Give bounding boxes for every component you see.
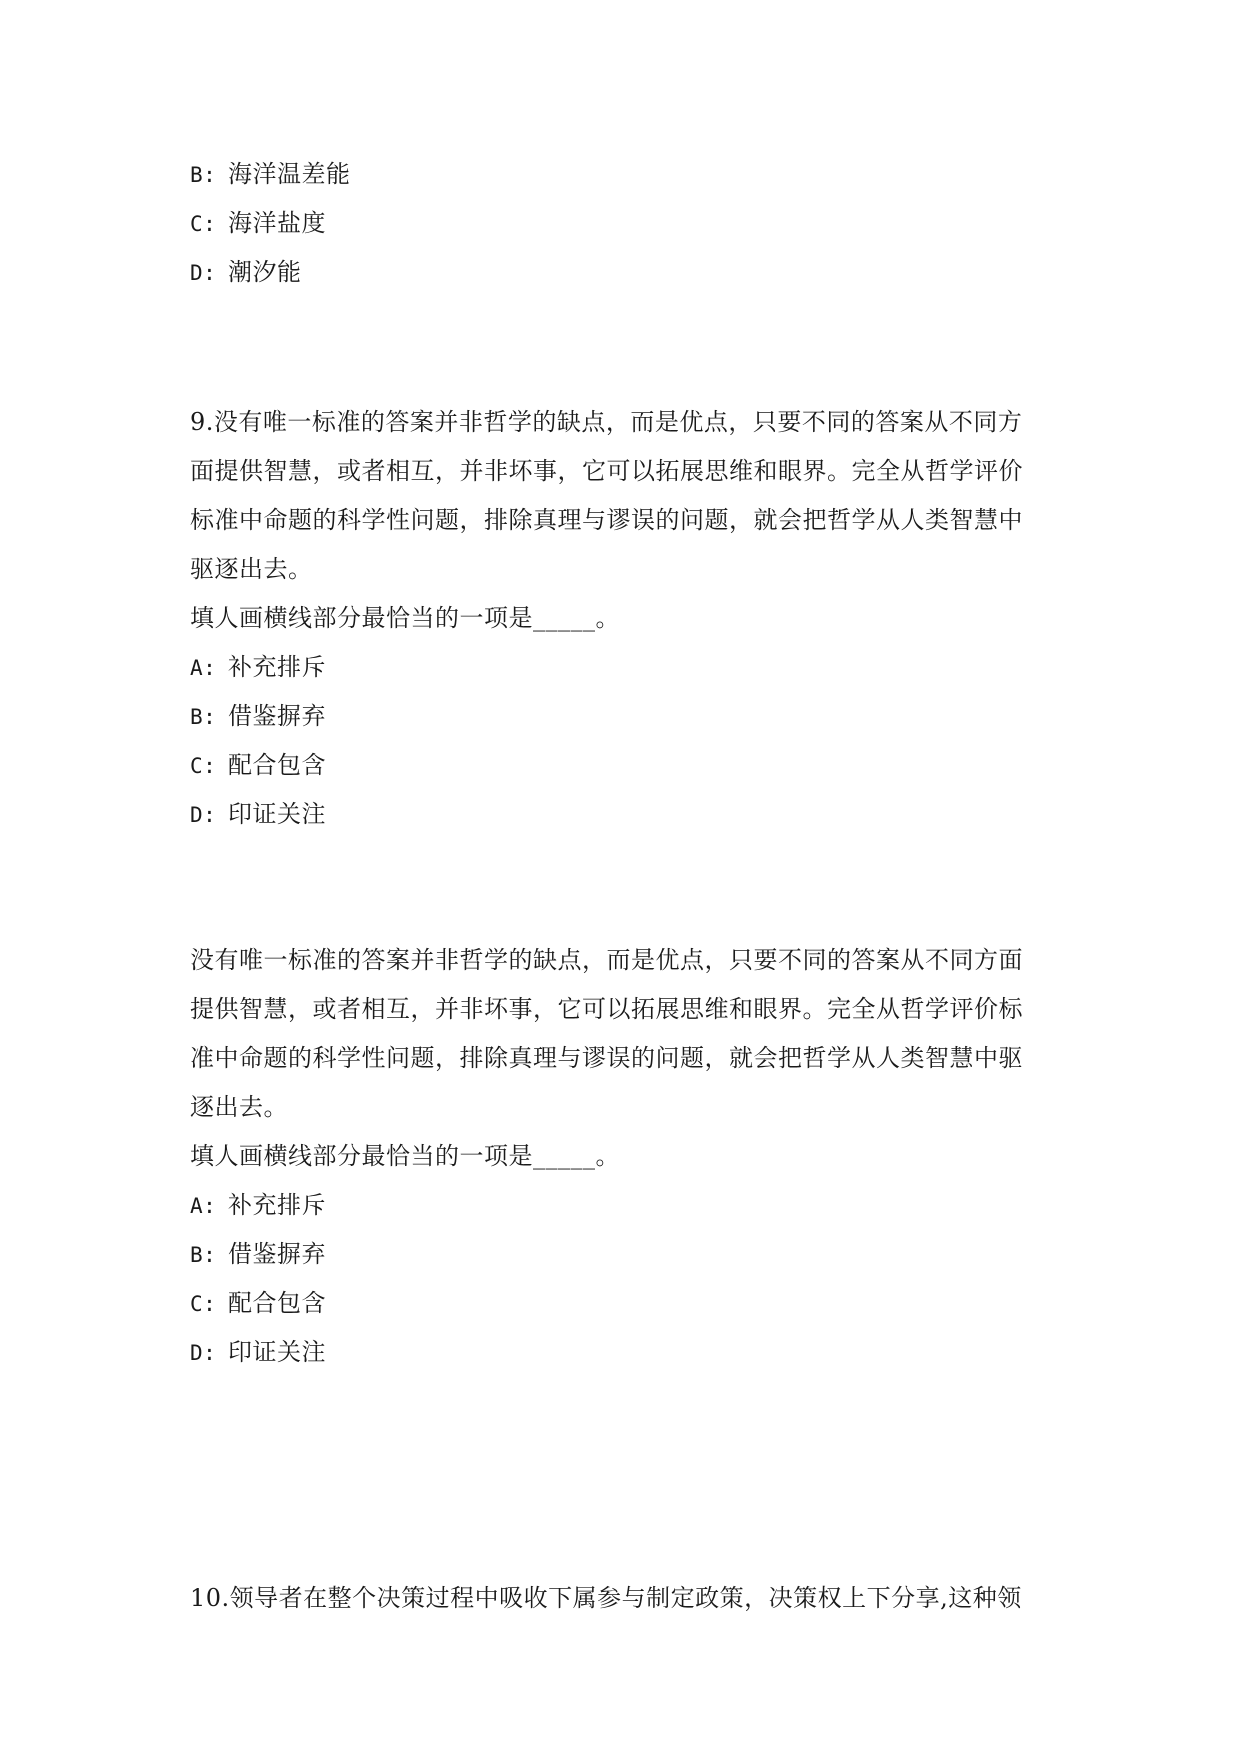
question-9-line-2: 面提供智慧，或者相互，并非坏事，它可以拓展思维和眼界。完全从哲学评价 xyxy=(190,457,1023,485)
option-d xyxy=(190,256,1050,289)
option-text: 海洋盐度 xyxy=(228,209,326,237)
option-letter: D: xyxy=(190,261,217,285)
option-letter: B: xyxy=(190,1243,217,1267)
option-text: 海洋温差能 xyxy=(228,160,351,188)
question-9-repeat-option-c xyxy=(190,1287,1050,1320)
option-letter: C: xyxy=(190,754,217,778)
option-letter: B: xyxy=(190,163,217,187)
option-letter: C: xyxy=(190,1292,217,1316)
option-text: 补充排斥 xyxy=(228,1191,326,1219)
question-9-repeat-option-a xyxy=(190,1189,1050,1222)
option-text: 配合包含 xyxy=(228,751,326,779)
question-9-option-d xyxy=(190,798,1050,831)
question-9-repeat-option-b xyxy=(190,1238,1050,1271)
option-letter: D: xyxy=(190,803,217,827)
option-letter: A: xyxy=(190,1194,217,1218)
option-c xyxy=(190,207,1050,240)
question-9-option-c xyxy=(190,749,1050,782)
question-9-prompt: 填人画横线部分最恰当的一项是_____。 xyxy=(190,604,620,632)
question-9-line-4: 驱逐出去。 xyxy=(190,555,313,583)
option-text: 借鉴摒弃 xyxy=(228,1240,326,1268)
question-9-repeat-line-3: 准中命题的科学性问题，排除真理与谬误的问题，就会把哲学从人类智慧中驱 xyxy=(190,1044,1023,1072)
option-letter: D: xyxy=(190,1341,217,1365)
question-9-line-1: 9.没有唯一标准的答案并非哲学的缺点，而是优点，只要不同的答案从不同方 xyxy=(190,408,1023,436)
option-text: 配合包含 xyxy=(228,1289,326,1317)
option-text: 印证关注 xyxy=(228,800,326,828)
question-9-repeat-prompt: 填人画横线部分最恰当的一项是_____。 xyxy=(190,1142,620,1170)
option-text: 借鉴摒弃 xyxy=(228,702,326,730)
option-letter: B: xyxy=(190,705,217,729)
option-text: 潮汐能 xyxy=(228,258,302,286)
question-9-repeat-line-4: 逐出去。 xyxy=(190,1093,288,1121)
question-9-line-3: 标准中命题的科学性问题，排除真理与谬误的问题，就会把哲学从人类智慧中 xyxy=(190,506,1023,534)
option-letter: C: xyxy=(190,212,217,236)
question-9-option-a xyxy=(190,651,1050,684)
question-9-repeat-line-1: 没有唯一标准的答案并非哲学的缺点，而是优点，只要不同的答案从不同方面 xyxy=(190,946,1023,974)
question-9-repeat-option-d xyxy=(190,1336,1050,1369)
option-letter: A: xyxy=(190,656,217,680)
option-text: 印证关注 xyxy=(228,1338,326,1366)
option-b xyxy=(190,158,1050,191)
question-9-repeat-line-2: 提供智慧，或者相互，并非坏事，它可以拓展思维和眼界。完全从哲学评价标 xyxy=(190,995,1023,1023)
question-9-option-b xyxy=(190,700,1050,733)
option-text: 补充排斥 xyxy=(228,653,326,681)
question-10-line-1: 10.领导者在整个决策过程中吸收下属参与制定政策，决策权上下分享,这种领 xyxy=(190,1584,1022,1612)
